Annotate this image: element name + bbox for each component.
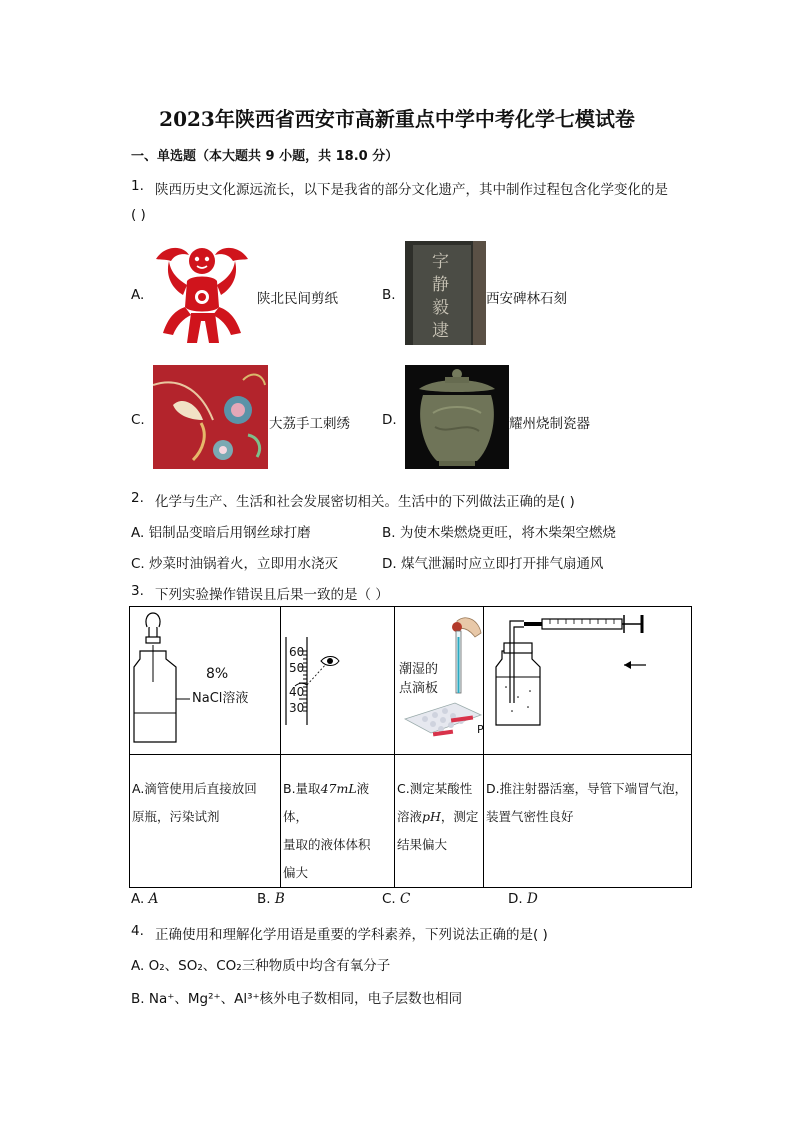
q3-figure-c [395, 607, 484, 755]
q3-number: 3. [131, 583, 144, 599]
q3a-solution-label: NaCl溶液 [192, 691, 249, 706]
q1-answer-paren: ( ) [131, 207, 146, 223]
q3b-tick-60: 60 [289, 645, 305, 659]
q3b-tick-40: 40 [289, 685, 305, 699]
q1-option-a-label: 陕北民间剪纸 [257, 291, 338, 307]
q1-option-b-letter: B. [382, 287, 396, 303]
q3-stem: 下列实验操作错误且后果一致的是（ ） [155, 587, 389, 603]
q1-stem: 陕西历史文化源远流长，以下是我省的部分文化遗产，其中制作过程包含化学变化的是 [155, 182, 668, 198]
q3-figure-a [130, 607, 281, 755]
q2-number: 2. [131, 490, 144, 506]
q3-figure-b [281, 607, 395, 755]
q4-stem: 正确使用和理解化学用语是重要的学科素养，下列说法正确的是( ) [155, 927, 548, 943]
q3-caption-b: B.量取47mL液体， 量取的液体体积 偏大 [281, 755, 395, 888]
q4-option-b: B. Na⁺、Mg²⁺、Al³⁺核外电子数相同，电子层数也相同 [131, 991, 463, 1007]
q1-option-c-letter: C. [131, 412, 145, 428]
q3a-percent-label: 8% [206, 666, 229, 682]
svg-text:毅: 毅 [432, 298, 449, 318]
q3-caption-a: A.滴管使用后直接放回 原瓶，污染试剂 [130, 755, 281, 888]
q3-figure-d [484, 607, 692, 755]
q1-option-b-label: 西安碑林石刻 [486, 291, 567, 307]
q3-answer-b: B. B [257, 891, 285, 907]
q3b-tick-50: 50 [289, 661, 305, 675]
q1-option-d-label: 耀州烧制瓷器 [509, 416, 590, 432]
q2-option-b: B. 为使木柴燃烧更旺，将木柴架空燃烧 [382, 525, 616, 541]
q3-answer-a: A. A [131, 891, 159, 907]
svg-text:静: 静 [432, 275, 449, 295]
svg-text:逮: 逮 [432, 321, 449, 341]
q3c-label-line1: 潮湿的 [399, 662, 439, 677]
papercut-image [153, 241, 251, 345]
q3c-label-line2: 点滴板 [399, 681, 439, 696]
q3b-tick-30: 30 [289, 701, 305, 715]
q1-option-a-letter: A. [131, 287, 145, 303]
q1-option-d-letter: D. [382, 412, 397, 428]
q3-answer-d: D. D [508, 891, 538, 907]
q3-table [129, 606, 692, 888]
q2-option-c: C. 炒菜时油锅着火，立即用水浇灭 [131, 556, 339, 572]
ceramic-jar-image [405, 365, 509, 469]
q3c-edge-letter: P [477, 723, 484, 736]
q4-number: 4. [131, 923, 144, 939]
q3-caption-c: C.测定某酸性 溶液pH，测定 结果偏大 [395, 755, 484, 888]
q1-number: 1. [131, 178, 144, 194]
q1-option-c-label: 大荔手工刺绣 [269, 416, 350, 432]
section-heading: 一、单选题（本大题共 9 小题，共 18.0 分） [131, 149, 399, 164]
q2-stem: 化学与生产、生活和社会发展密切相关。生活中的下列做法正确的是( ) [155, 494, 575, 510]
q3-caption-d: D.推注射器活塞，导管下端冒气泡， 装置气密性良好 [484, 755, 692, 888]
q4-option-a: A. O₂、SO₂、CO₂三种物质中均含有氧分子 [131, 958, 391, 974]
stele-image [405, 241, 486, 345]
q3-answer-c: C. C [382, 891, 411, 907]
svg-text:字: 字 [432, 252, 449, 272]
q2-option-a: A. 铝制品变暗后用钢丝球打磨 [131, 525, 311, 541]
embroidery-image [153, 365, 268, 469]
q2-option-d: D. 煤气泄漏时应立即打开排气扇通风 [382, 556, 604, 572]
page-title: 2023年陕西省西安市高新重点中学中考化学七模试卷 [159, 107, 635, 131]
